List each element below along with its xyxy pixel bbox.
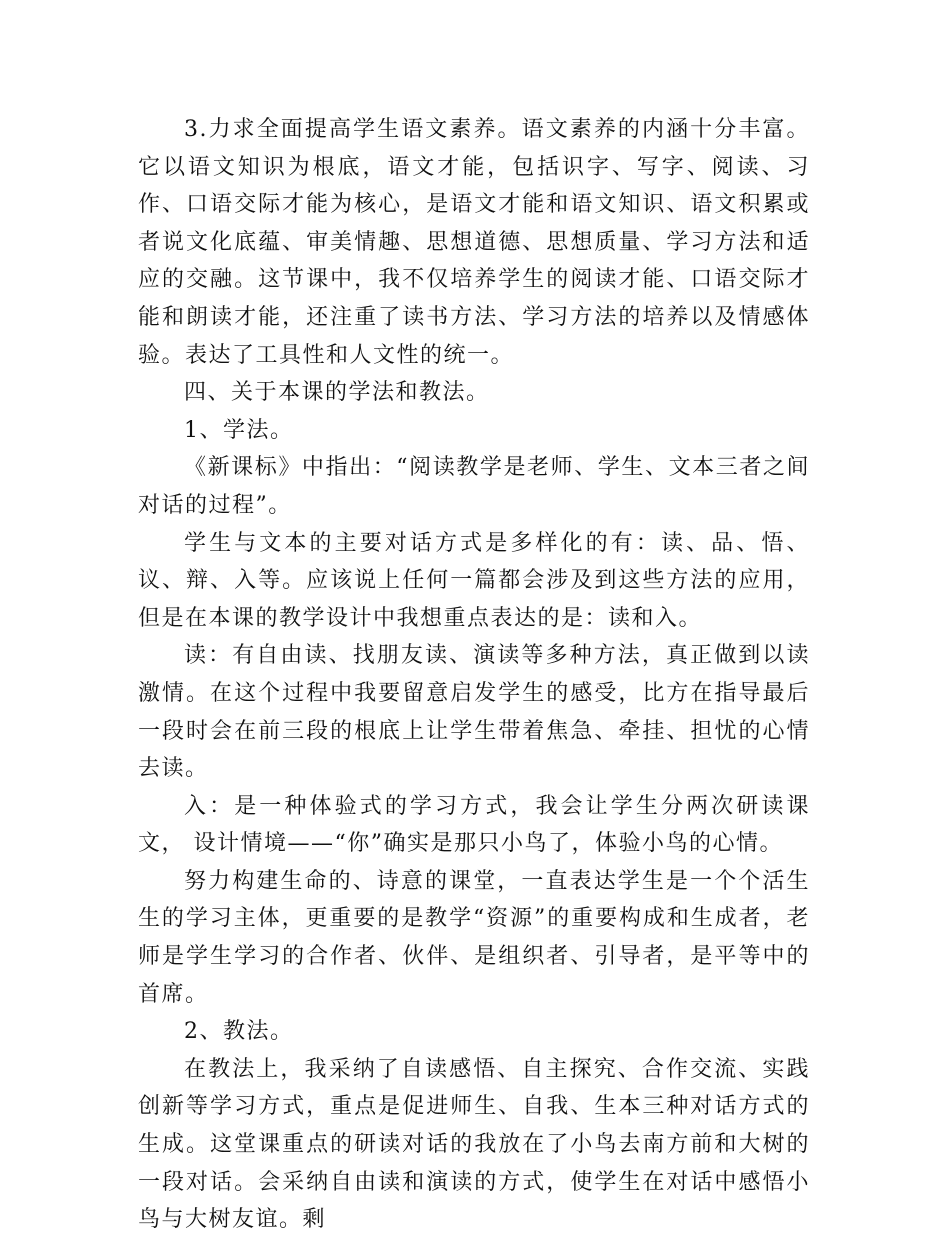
paragraph-immersion: 入：是一种体验式的学习方式，我会让学生分两次研读课文， 设计情境——“你”确实是那只小鸟了，体验小鸟的心情。 <box>138 793 810 857</box>
paragraph-dialogue-modes: 学生与文本的主要对话方式是多样化的有：读、品、悟、议、辩、入等。应该说上任何一篇都会涉及到这些方法的应用，但是在本课的教学设计中我想重点表达的是：读和入。 <box>138 530 810 631</box>
paragraph-reading: 读：有自由读、找朋友读、演读等多种方法，真正做到以读激情。在这个过程中我要留意启发学生的感受，比方在指导最后一段时会在前三段的根底上让学生带着焦急、牵挂、担忧的心情去读。 <box>138 643 810 782</box>
paragraph-curriculum-quote: 《新课标》中指出：“阅读教学是老师、学生、文本三者之间对话的过程”。 <box>138 455 810 518</box>
paragraph-literacy: 3.力求全面提高学生语文素养。语文素养的内涵十分丰富。它以语文知识为根底，语文才能，包括识字、写字、阅读、习作、口语交际才能为核心，是语文才能和语文知识、语文积累或者说文化底蕴、审美情趣、思想道德、思想质量、学习方法和适应的交融。这节课中，我不仅培养学生的阅读才能、口语交际才能和朗读才能，还注重了读书方法、学习方法的培养以及情感体验。表达了工具性和人文性的统一。 <box>138 117 810 368</box>
paragraph-classroom: 努力构建生命的、诗意的课堂，一直表达学生是一个个活生生的学习主体，更重要的是教学“资源”的重要构成和生成者，老师是学生学习的合作者、伙伴、是组织者、引导者，是平等中的首席。 <box>138 868 810 1007</box>
paragraph-teaching-method: 在教法上，我采纳了自读感悟、自主探究、合作交流、实践创新等学习方式，重点是促进师生、自我、生本三种对话方式的生成。这堂课重点的研读对话的我放在了小鸟去南方前和大树的一段对话。会采纳自由读和演读的方式，使学生在对话中感悟小鸟与大树友谊。剩 <box>138 1056 810 1233</box>
document-body <box>138 111 810 1239</box>
subheading-teaching-method: 2、教法。 <box>184 1019 294 1045</box>
section-heading-methods: 四、关于本课的学法和教法。 <box>184 380 490 406</box>
subheading-learning-method: 1、学法。 <box>184 417 294 443</box>
